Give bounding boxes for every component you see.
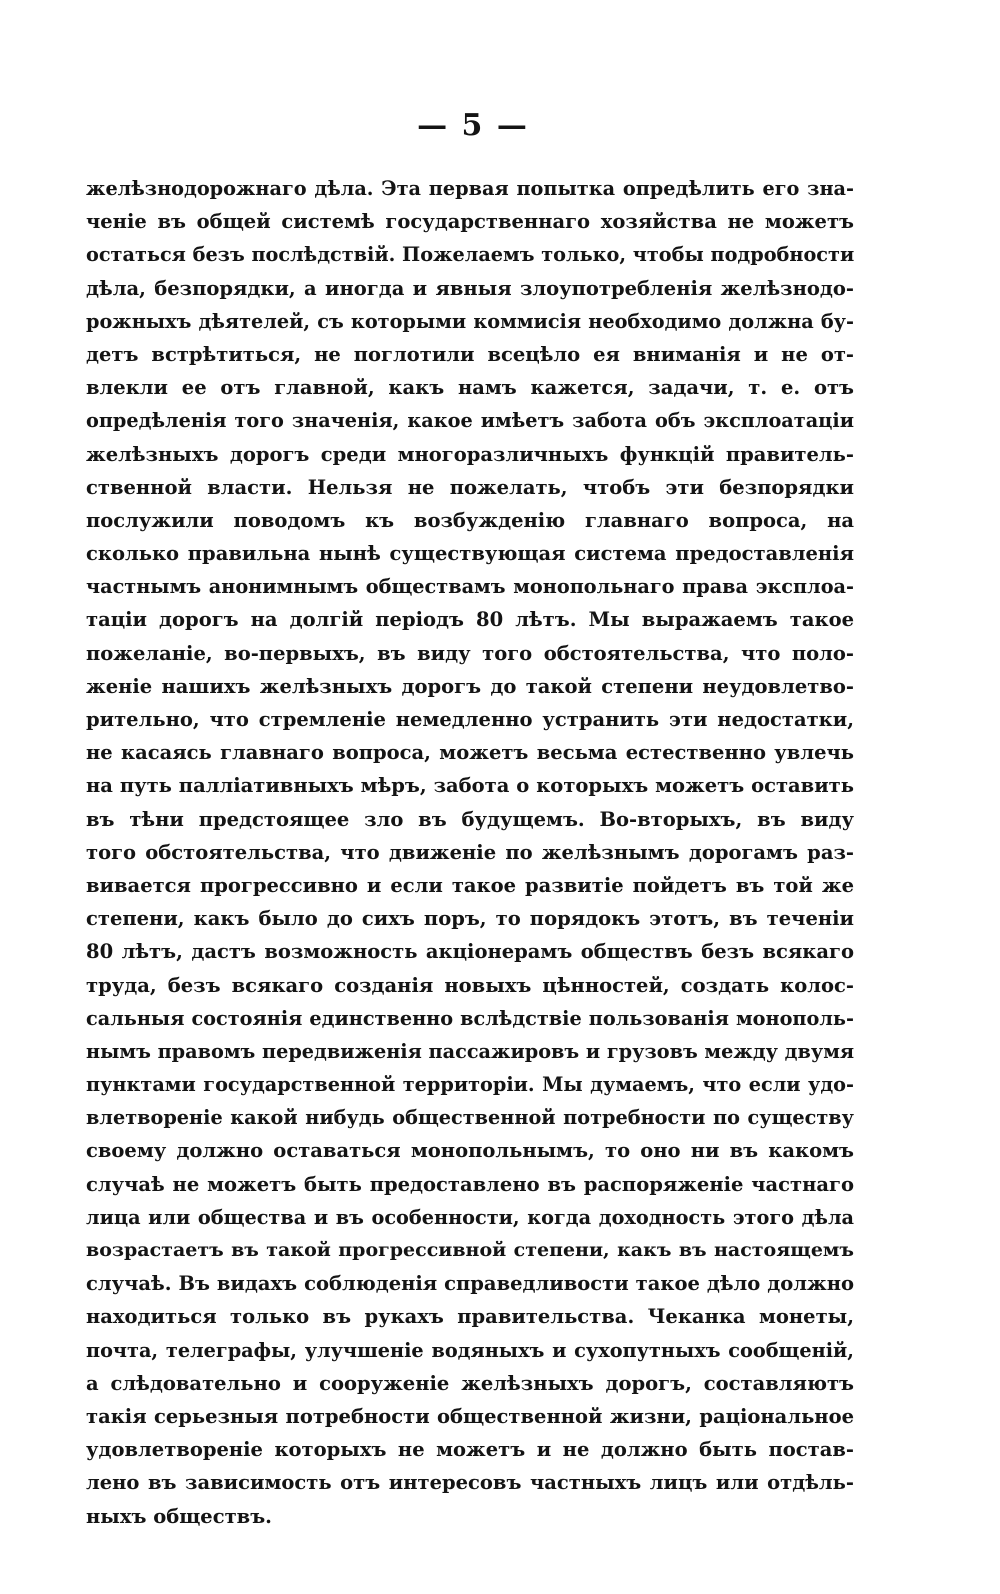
text-line: женіе нашихъ желѣзныхъ дорогъ до такой степени неудовлетво- [86, 674, 854, 698]
text-line: опредѣленія того значенія, какое имѣетъ забота объ эксплоатаціи [86, 409, 854, 433]
text-line: дѣла, безпорядки, а иногда и явныя злоупотребленія желѣзнодо- [86, 276, 854, 300]
text-line: случаѣ не можетъ быть предоставлено въ распоряженіе частнаго [86, 1172, 854, 1196]
text-line: почта, телеграфы, улучшеніе водяныхъ и сухопутныхъ сообщеній, [86, 1338, 854, 1362]
text-line: пожеланіе, во-первыхъ, въ виду того обстоятельства, что поло- [86, 641, 854, 665]
text-line: степени, какъ было до сихъ поръ, то порядокъ этотъ, въ теченіи [86, 907, 854, 931]
text-line: вивается прогрессивно и если такое развитіе пойдетъ въ той же [86, 873, 854, 897]
text-line: такія серьезныя потребности общественной жизни, раціональное [86, 1404, 854, 1428]
text-line: частнымъ анонимнымъ обществамъ монопольнаго права эксплоа- [86, 575, 854, 599]
text-line: въ тѣни предстоящее зло въ будущемъ. Во-вторыхъ, въ виду [86, 807, 854, 831]
text-line: труда, безъ всякаго созданія новыхъ цѣнностей, создать колос- [86, 973, 854, 997]
text-line: лено въ зависимость отъ интересовъ частныхъ лицъ или отдѣль- [86, 1471, 854, 1495]
text-line: ственной власти. Нельзя не пожелать, чтобъ эти безпорядки [86, 475, 854, 499]
text-line: ченіе въ общей системѣ государственнаго хозяйства не можетъ [86, 210, 854, 234]
text-line: нымъ правомъ передвиженія пассажировъ и грузовъ между двумя [86, 1039, 854, 1063]
text-line: сколько правильна нынѣ существующая система предоставленія [86, 542, 854, 566]
text-line: находиться только въ рукахъ правительства. Чеканка монеты, [86, 1305, 854, 1329]
text-line: сальныя состоянія единственно вслѣдствіе пользованія монополь- [86, 1006, 854, 1030]
body-text [86, 172, 854, 1533]
page-number: — 5 — [417, 108, 529, 143]
text-line: детъ встрѣтиться, не поглотили всецѣло ея вниманія и не от- [86, 342, 854, 366]
text-line: лица или общества и въ особенности, когда доходность этого дѣла [86, 1205, 854, 1229]
text-line: своему должно оставаться монопольнымъ, то оно ни въ какомъ [86, 1139, 854, 1163]
text-line: желѣзнодорожнаго дѣла. Эта первая попытка опредѣлить его зна- [86, 177, 854, 200]
text-line: а слѣдовательно и сооруженіе желѣзныхъ дорогъ, составляютъ [86, 1371, 854, 1395]
text-line: 80 лѣтъ, дастъ возможность акціонерамъ обществъ безъ всякаго [86, 940, 854, 964]
text-line: удовлетвореніе которыхъ не можетъ и не должно быть постав- [86, 1438, 854, 1462]
text-line: не касаясь главнаго вопроса, можетъ весьма естественно увлечь [86, 741, 854, 765]
text-line: пунктами государственной территоріи. Мы думаемъ, что если удо- [86, 1073, 854, 1097]
text-line: случаѣ. Въ видахъ соблюденія справедливости такое дѣло должно [86, 1272, 854, 1296]
text-line: влетвореніе какой нибудь общественной потребности по существу [86, 1106, 854, 1130]
text-line: остаться безъ послѣдствій. Пожелаемъ только, чтобы подробности [86, 243, 854, 267]
text-line: желѣзныхъ дорогъ среди многоразличныхъ функцій правитель- [86, 442, 854, 466]
text-line: ныхъ обществъ. [86, 1504, 272, 1528]
text-line: таціи дорогъ на долгій періодъ 80 лѣтъ. Мы выражаемъ такое [86, 608, 854, 632]
text-line: рительно, что стремленіе немедленно устранить эти недостатки, [86, 708, 854, 731]
text-line: рожныхъ дѣятелей, съ которыми коммисія необходимо должна бу- [86, 309, 854, 333]
text-line: влекли ее отъ главной, какъ намъ кажется, задачи, т. е. отъ [86, 376, 854, 400]
text-line: послужили поводомъ къ возбужденію главнаго вопроса, на [86, 508, 854, 532]
text-line: на путь палліативныхъ мѣръ, забота о которыхъ можетъ оставить [86, 774, 854, 798]
text-line: того обстоятельства, что движеніе по желѣзнымъ дорогамъ раз- [86, 840, 854, 864]
text-line: возрастаетъ въ такой прогрессивной степени, какъ въ настоящемъ [86, 1239, 854, 1261]
